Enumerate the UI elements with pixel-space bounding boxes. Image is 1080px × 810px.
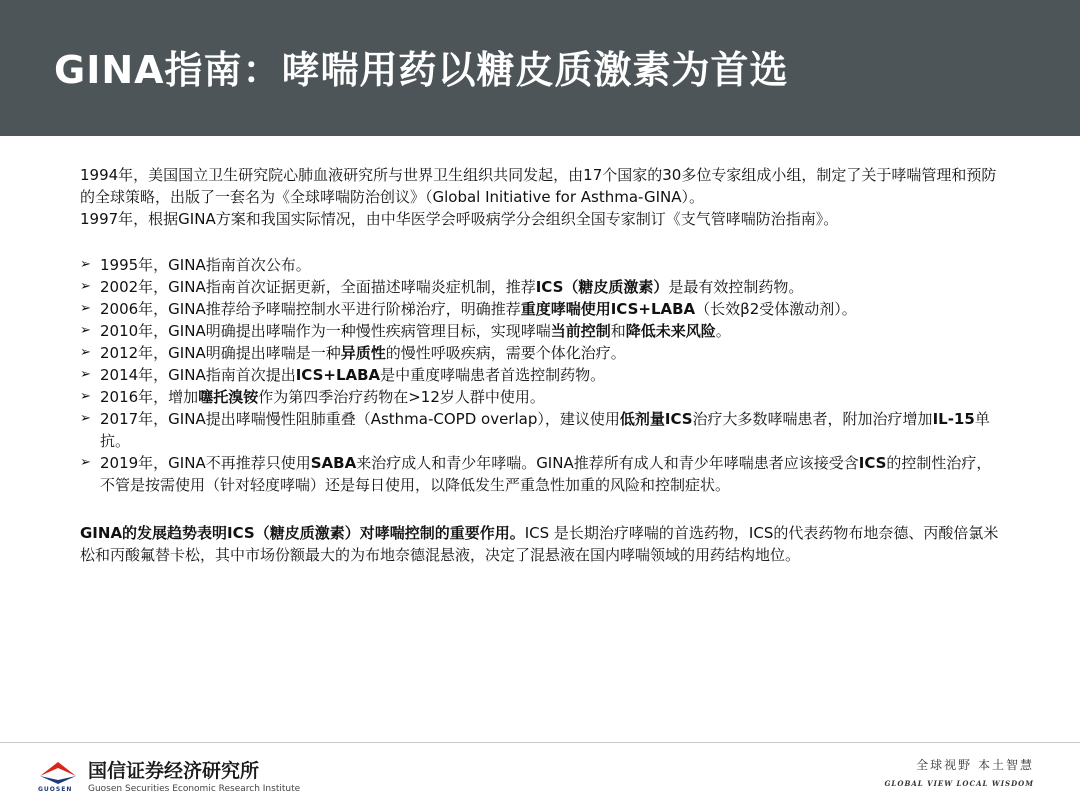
milestone-item <box>80 254 1000 276</box>
milestone-text: 来治疗成人和青少年哮喘。GINA推荐所有成人和青少年哮喘患者应该接受含 <box>356 454 859 472</box>
slogan-cn: 全球视野 本土智慧 <box>916 758 1034 772</box>
milestone-highlight: IL-15 <box>932 410 975 428</box>
milestone-item <box>80 320 1000 342</box>
arrow-bullet-icon: ➢ <box>80 367 91 382</box>
conclusion-paragraph <box>80 522 1000 566</box>
milestone-text: 2012年，GINA明确提出哮喘是一种 <box>100 344 341 362</box>
milestone-highlight: 异质性 <box>340 344 386 362</box>
company-name: 国信证券经济研究所 <box>88 760 260 782</box>
arrow-bullet-icon: ➢ <box>80 301 91 316</box>
milestone-text: 1995年，GINA指南首次公布。 <box>100 256 311 274</box>
arrow-bullet-icon: ➢ <box>80 411 91 426</box>
logo-caption: GUOSEN <box>38 786 73 793</box>
milestone-highlight: 低剂量ICS <box>619 410 693 428</box>
slogan-en: GLOBAL VIEW LOCAL WISDOM <box>884 779 1034 788</box>
arrow-bullet-icon: ➢ <box>80 345 91 360</box>
arrow-bullet-icon: ➢ <box>80 257 91 272</box>
milestone-text: 单抗。 <box>100 410 990 450</box>
milestone-item <box>80 452 1000 496</box>
milestone-text: 2010年，GINA明确提出哮喘作为一种慢性疾病管理目标，实现哮喘 <box>100 322 551 340</box>
milestone-highlight: ICS <box>858 454 887 472</box>
conclusion-bold: GINA的发展趋势表明ICS（糖皮质激素）对哮喘控制的重要作用。 <box>80 524 525 542</box>
main-content <box>80 164 1000 566</box>
milestone-text: 和 <box>610 322 626 340</box>
milestone-highlight: SABA <box>310 454 357 472</box>
milestone-item <box>80 386 1000 408</box>
milestone-text: 2002年，GINA指南首次证据更新，全面描述哮喘炎症机制，推荐 <box>100 278 536 296</box>
milestone-text: 2014年，GINA指南首次提出 <box>100 366 296 384</box>
arrow-bullet-icon: ➢ <box>80 389 91 404</box>
milestone-text: 2016年，增加 <box>100 388 199 406</box>
arrow-bullet-icon: ➢ <box>80 279 91 294</box>
milestone-text: 是中重度哮喘患者首选控制药物。 <box>380 366 606 384</box>
milestone-text: 是最有效控制药物。 <box>668 278 804 296</box>
milestone-highlight: 降低未来风险 <box>625 322 716 340</box>
milestone-text: （长效β2受体激动剂）。 <box>695 300 857 318</box>
milestone-text: 2019年，GINA不再推荐只使用 <box>100 454 311 472</box>
milestone-text: 治疗大多数哮喘患者，附加治疗增加 <box>692 410 933 428</box>
milestone-highlight: 当前控制 <box>550 322 611 340</box>
milestone-highlight: ICS（糖皮质激素） <box>535 278 669 296</box>
milestone-text: 2017年，GINA提出哮喘慢性阻肺重叠（Asthma-COPD overlap），建议使用 <box>100 410 620 428</box>
milestone-item <box>80 298 1000 320</box>
milestone-text: 。 <box>715 322 731 340</box>
conclusion-text: ICS 是长期治疗哮喘的首选药物，ICS的代表药物布地奈德、丙酸倍氯米松和丙酸氟替卡松，其中市场份额最大的为布地奈德混悬液，决定了混悬液在国内哮喘领域的用药结构地位。 <box>80 524 999 564</box>
milestone-item <box>80 342 1000 364</box>
milestone-text: 的慢性呼吸疾病，需要个体化治疗。 <box>385 344 626 362</box>
milestone-item <box>80 408 1000 452</box>
milestone-highlight: 噻托溴铵 <box>198 388 259 406</box>
company-name-en: Guosen Securities Economic Research Institute <box>88 784 301 794</box>
arrow-bullet-icon: ➢ <box>80 455 91 470</box>
milestone-highlight: ICS+LABA <box>295 366 381 384</box>
milestone-text: 作为第四季治疗药物在>12岁人群中使用。 <box>258 388 545 406</box>
milestone-text: 2006年，GINA推荐给予哮喘控制水平进行阶梯治疗，明确推荐 <box>100 300 521 318</box>
page-title: GINA指南：哮喘用药以糖皮质激素为首选 <box>54 48 789 92</box>
footer-divider <box>0 742 1080 743</box>
milestone-item <box>80 276 1000 298</box>
guosen-logo-icon <box>36 756 80 800</box>
intro-paragraph-1997: 1997年，根据GINA方案和我国实际情况，由中华医学会呼吸病学分会组织全国专家制订《支气管哮喘防治指南》。 <box>80 210 839 228</box>
milestone-highlight: 重度哮喘使用ICS+LABA <box>520 300 696 318</box>
intro-block <box>80 164 1000 230</box>
milestone-list <box>80 254 1000 496</box>
slogan <box>884 756 1034 788</box>
intro-paragraph-1994: 1994年，美国国立卫生研究院心肺血液研究所与世界卫生组织共同发起，由17个国家的30多位专家组成小组，制定了关于哮喘管理和预防的全球策略，出版了一套名为《全球哮喘防治创议》（Global Initiative for Asthma-GINA）。 <box>80 166 997 206</box>
milestone-text: 的控制性治疗，不管是按需使用（针对轻度哮喘）还是每日使用，以降低发生严重急性加重的风险和控制症状。 <box>100 454 992 494</box>
milestone-item <box>80 364 1000 386</box>
header-band <box>0 0 1080 136</box>
arrow-bullet-icon: ➢ <box>80 323 91 338</box>
